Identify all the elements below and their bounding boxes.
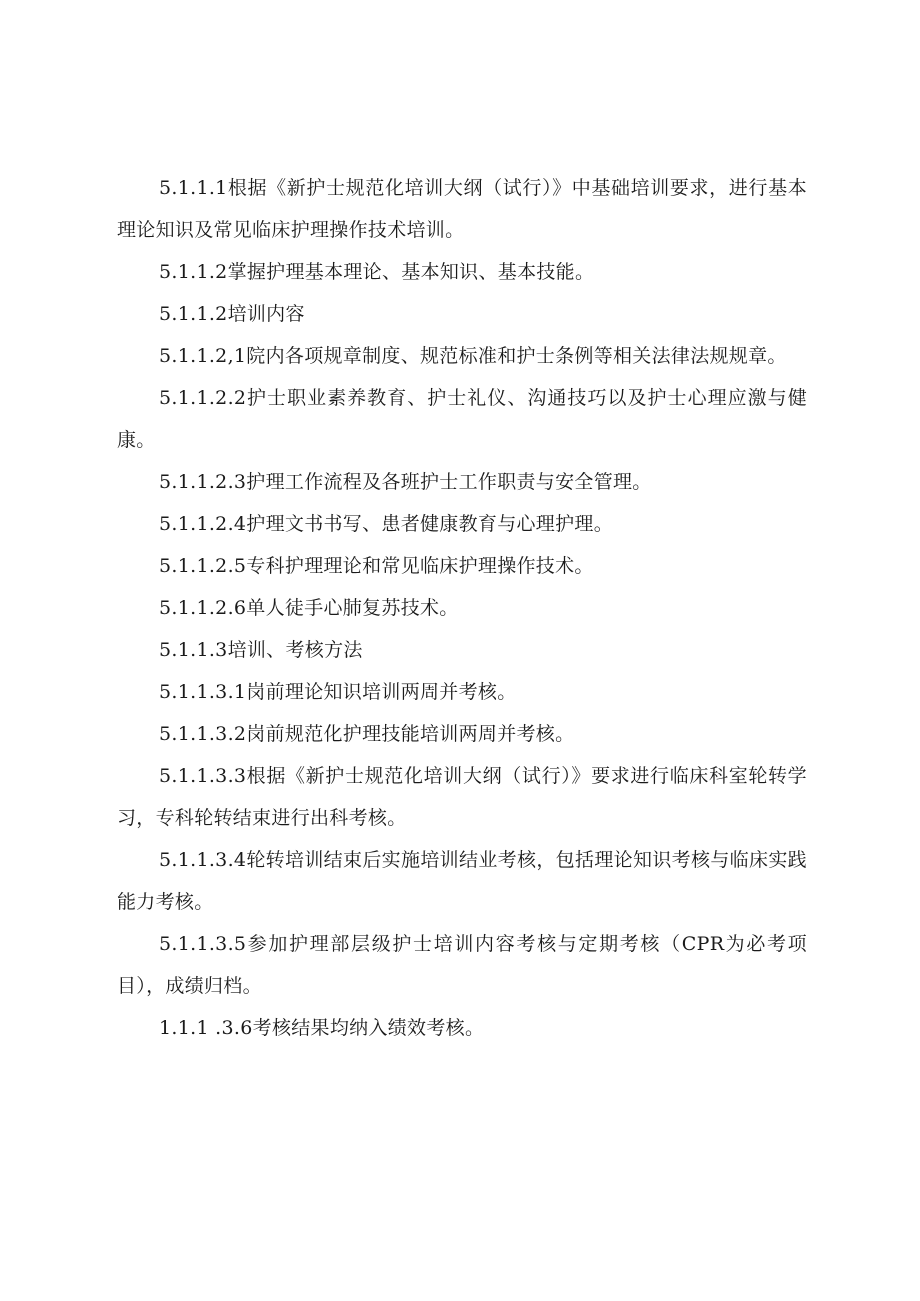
paragraph-5-1-1-2-1: 5.1.1.2,1院内各项规章制度、规范标准和护士条例等相关法律法规规章。	[159, 345, 787, 367]
paragraph-5-1-1-2-5: 5.1.1.2.5专科护理理论和常见临床护理操作技术。	[159, 555, 594, 577]
document-body	[117, 167, 807, 1049]
paragraph-5-1-1-3-1: 5.1.1.3.1岗前理论知识培训两周并考核。	[159, 681, 517, 703]
paragraph-5-1-1-3-heading: 5.1.1.3培训、考核方法	[159, 639, 363, 661]
paragraph-5-1-1-2-4: 5.1.1.2.4护理文书书写、患者健康教育与心理护理。	[159, 513, 614, 535]
paragraph-5-1-1-2-2: 5.1.1.2.2护士职业素养教育、护士礼仪、沟通技巧以及护士心理应激与健康。	[117, 387, 807, 451]
paragraph-5-1-1-3-5: 5.1.1.3.5参加护理部层级护士培训内容考核与定期考核（CPR为必考项目），成绩归档。	[117, 933, 807, 997]
paragraph-5-1-1-1: 5.1.1.1根据《新护士规范化培训大纲（试行）》中基础培训要求，进行基本理论知识及常见临床护理操作技术培训。	[117, 177, 807, 241]
paragraph-5-1-1-3-4: 5.1.1.3.4轮转培训结束后实施培训结业考核，包括理论知识考核与临床实践能力考核。	[117, 849, 807, 913]
paragraph-1-1-1-3-6: 1.1.1 .3.6考核结果均纳入绩效考核。	[159, 1017, 485, 1039]
paragraph-5-1-1-3-3: 5.1.1.3.3根据《新护士规范化培训大纲（试行）》要求进行临床科室轮转学习，专科轮转结束进行出科考核。	[117, 765, 807, 829]
paragraph-5-1-1-2-6: 5.1.1.2.6单人徒手心肺复苏技术。	[159, 597, 459, 619]
paragraph-5-1-1-2-3: 5.1.1.2.3护理工作流程及各班护士工作职责与安全管理。	[159, 471, 652, 493]
paragraph-5-1-1-3-2: 5.1.1.3.2岗前规范化护理技能培训两周并考核。	[159, 723, 575, 745]
paragraph-5-1-1-2-content-heading: 5.1.1.2培训内容	[159, 303, 305, 325]
paragraph-5-1-1-2-master: 5.1.1.2掌握护理基本理论、基本知识、基本技能。	[159, 261, 595, 283]
